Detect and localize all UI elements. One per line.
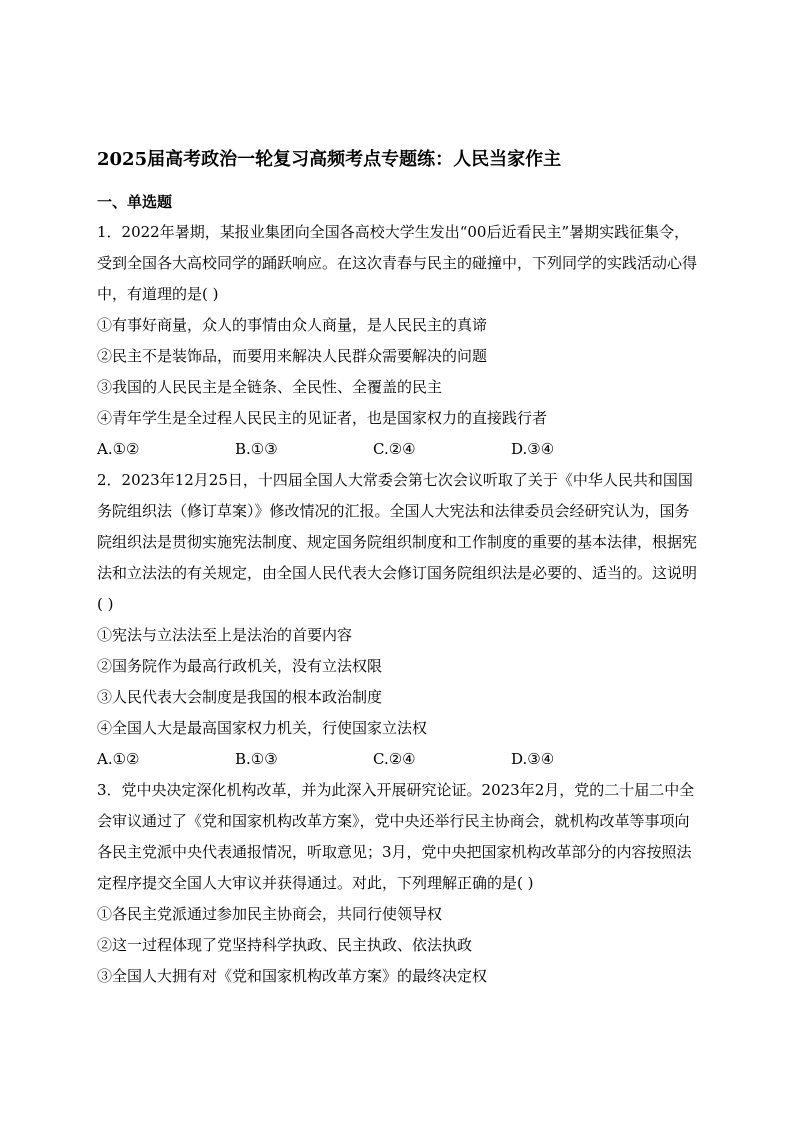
statement: ①宪法与立法法至上是法治的首要内容: [97, 626, 353, 644]
statement: ④全国人大是最高国家权力机关，行使国家立法权: [97, 719, 428, 737]
question-1: [97, 217, 697, 465]
question-3: [97, 775, 697, 992]
option-d: D.③④: [511, 440, 555, 458]
document-title: 2025届高考政治一轮复习高频考点专题练：人民当家作主: [97, 149, 562, 170]
option-b: B.①③: [235, 750, 278, 768]
statement: ③我国的人民民主是全链条、全民性、全覆盖的民主: [97, 378, 443, 396]
statement: ②民主不是装饰品，而要用来解决人民群众需要解决的问题: [97, 347, 488, 365]
statement: ②国务院作为最高行政机关，没有立法权限: [97, 657, 383, 675]
section-heading: 一、单选题: [97, 193, 173, 211]
statement: ②这一过程体现了党坚持科学执政、民主执政、依法执政: [97, 936, 473, 954]
option-b: B.①③: [235, 440, 278, 458]
question-2: [97, 465, 697, 775]
statement: ①各民主党派通过参加民主协商会，共同行使领导权: [97, 905, 443, 923]
option-d: D.③④: [511, 750, 555, 768]
question-text: 1．2022年暑期，某报业集团向全国各高校大学生发出“00后近看民主”暑期实践征集令，受到全国各大高校同学的踊跃响应。在这次青春与民主的碰撞中，下列同学的实践活动心得中，有道理的是( ): [97, 223, 698, 303]
statement: ①有事好商量，众人的事情由众人商量，是人民民主的真谛: [97, 316, 488, 334]
option-c: C.②④: [373, 750, 416, 768]
statement: ④青年学生是全过程人民民主的见证者，也是国家权力的直接践行者: [97, 409, 548, 427]
question-text: 2．2023年12月25日，十四届全国人大常委会第七次会议听取了关于《中华人民共和国国务院组织法（修订草案）》修改情况的汇报。全国人大宪法和法律委员会经研究认为，国务院组织法是贯彻实施宪法制度、规定国务院组织制度和工作制度的重要的基本法律，根据宪法和立法法的有关规定，由全国人民代表大会修订国务院组织法是必要的、适当的。这说明( ): [97, 471, 698, 613]
statement: ③全国人大拥有对《党和国家机构改革方案》的最终决定权: [97, 967, 488, 985]
answer-options: [97, 744, 697, 775]
statement: ③人民代表大会制度是我国的根本政治制度: [97, 688, 383, 706]
question-list: [97, 217, 697, 992]
question-text: 3．党中央决定深化机构改革，并为此深入开展研究论证。2023年2月，党的二十届二中全会审议通过了《党和国家机构改革方案》，党中央还举行民主协商会，就机构改革等事项向各民主党派中央代表通报情况，听取意见；3月，党中央把国家机构改革部分的内容按照法定程序提交全国人大审议并获得通过。对此，下列理解正确的是( ): [97, 781, 695, 892]
answer-options: [97, 434, 697, 465]
option-a: A.①②: [97, 440, 140, 458]
option-c: C.②④: [373, 440, 416, 458]
option-a: A.①②: [97, 750, 140, 768]
